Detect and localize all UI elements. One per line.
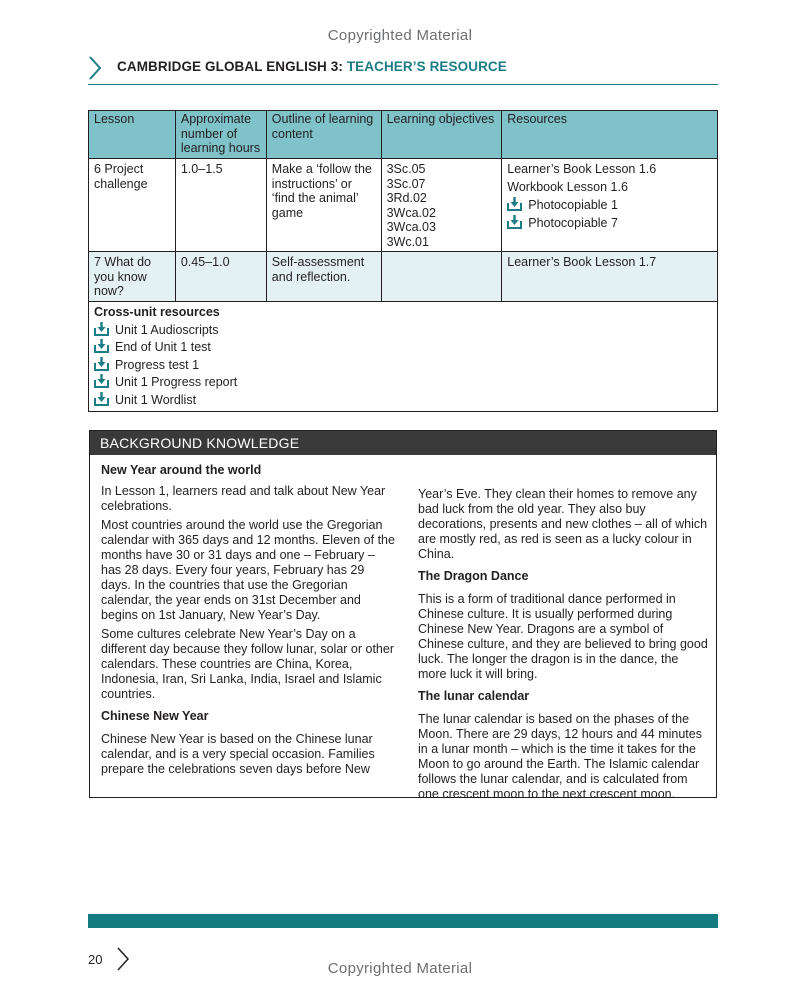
objective-code: 3Wca.03 (386, 220, 436, 234)
left-column (101, 463, 397, 781)
background-knowledge-box (89, 430, 717, 801)
background-knowledge-heading: BACKGROUND KNOWLEDGE (90, 431, 716, 455)
page-number: 20 (88, 952, 103, 967)
objective-code: 3Rd.02 (386, 191, 427, 205)
section-heading: The lunar calendar (418, 689, 530, 703)
lesson-cell: 6 Project challenge (89, 159, 176, 252)
column-header: Outline of learning content (266, 111, 381, 159)
download-resource[interactable] (94, 374, 713, 392)
paragraph: Most countries around the world use the Gregorian calendar with 365 days and 12 months. Eleven of the months have 30 or 31 days and one – February – has 28 days. Every four years, February has 29 days. In the countries that use the Gregorian calendar, the year ends on 31st December and begins on 1st January, New Year’s Day. (101, 518, 395, 622)
objectives-cell (381, 252, 502, 302)
paragraph: Year’s Eve. They clean their homes to remove any bad luck from the old year. They also buy decorations, presents and new clothes – all of which are mostly red, as red is seen as a lucky colour in China. (418, 487, 708, 561)
cross-unit-title: Cross-unit resources (94, 304, 220, 319)
resources-cell (502, 159, 718, 252)
hours-cell: 0.45–1.0 (175, 252, 266, 302)
column-header: Resources (502, 111, 718, 159)
table-row (89, 252, 718, 302)
cross-unit-cell (89, 301, 718, 412)
download-icon (94, 357, 109, 371)
running-header (88, 54, 718, 85)
download-resource[interactable] (507, 197, 713, 215)
download-icon (507, 215, 522, 229)
objective-code: 3Wc.01 (386, 234, 429, 249)
resource-item: Workbook Lesson 1.6 (507, 179, 628, 194)
download-resource[interactable] (94, 339, 713, 357)
download-resource-label: Progress test 1 (115, 357, 200, 372)
column-header: Learning objectives (381, 111, 502, 159)
cross-unit-row (89, 301, 718, 412)
paragraph: The lunar calendar is based on the phases of the Moon. There are 29 days, 12 hours and 44 minutes in a lunar month – which is the time it takes for the Moon to go around the Earth. The Islamic calendar follows the lunar calendar, and is calculated from one crescent moon to the next crescent moon. (418, 712, 702, 801)
resources-cell (502, 252, 718, 302)
download-resource[interactable] (94, 322, 713, 340)
paragraph: In Lesson 1, learners read and talk about New Year celebrations. (101, 484, 386, 513)
hours-cell: 1.0–1.5 (175, 159, 266, 252)
watermark-top: Copyrighted Material (327, 27, 473, 44)
download-resource[interactable] (94, 392, 713, 410)
download-resource-label: Unit 1 Progress report (115, 375, 238, 389)
download-resource-label: End of Unit 1 test (115, 340, 211, 354)
download-resource-label: Photocopiable 7 (528, 215, 618, 230)
section-heading: The Dragon Dance (418, 569, 529, 583)
download-icon (94, 374, 109, 388)
footer-bar (88, 914, 718, 928)
objective-code: 3Sc.07 (386, 176, 426, 191)
section-heading: Chinese New Year (101, 709, 209, 723)
download-icon (94, 392, 109, 406)
download-resource-label: Photocopiable 1 (528, 198, 618, 212)
paragraph: This is a form of traditional dance performed in Chinese culture. It is usually performed during Chinese New Year. Dragons are a symbol of Chinese culture, and they are believed to bring good luck. The longer the dragon is in the dance, the more luck it will bring. (418, 592, 708, 681)
lesson-cell: 7 What do you know now? (89, 252, 176, 302)
section-heading: New Year around the world (101, 463, 262, 477)
download-icon (94, 339, 109, 353)
paragraph: Some cultures celebrate New Year’s Day on a different day because they follow lunar, solar or other calendars. These countries are China, Korea, Indonesia, Iran, Sri Lanka, India, Israel and Islamic countries. (101, 627, 394, 701)
objectives-cell (381, 159, 502, 252)
paragraph: Chinese New Year is based on the Chinese lunar calendar, and is a very special occasion. Families prepare the celebrations seven days before New (101, 732, 375, 776)
book-title (117, 59, 507, 74)
download-resource-label: Unit 1 Audioscripts (115, 322, 219, 337)
book-title-main: CAMBRIDGE GLOBAL ENGLISH 3: (117, 59, 347, 74)
table-header-row (89, 111, 718, 159)
book-title-accent: TEACHER’S RESOURCE (346, 59, 507, 74)
chevron-right-icon (88, 56, 102, 80)
table-row (89, 159, 718, 252)
resource-item: Learner’s Book Lesson 1.7 (507, 255, 657, 269)
outline-cell: Make a ‘follow the instructions’ or ‘find the animal’ game (266, 159, 381, 252)
outline-cell: Self-assessment and reflection. (266, 252, 381, 302)
download-resource[interactable] (94, 357, 713, 375)
column-header: Approximate number of learning hours (175, 111, 266, 159)
right-column (418, 487, 710, 806)
column-header: Lesson (89, 111, 176, 159)
lesson-plan-table (88, 110, 718, 412)
download-resource-label: Unit 1 Wordlist (115, 392, 197, 407)
download-icon (94, 322, 109, 336)
objective-code: 3Sc.05 (386, 162, 426, 176)
watermark-bottom: Copyrighted Material (327, 960, 473, 977)
download-icon (507, 197, 522, 211)
resource-item: Learner’s Book Lesson 1.6 (507, 162, 657, 176)
download-resource[interactable] (507, 215, 713, 233)
objective-code: 3Wca.02 (386, 205, 436, 220)
